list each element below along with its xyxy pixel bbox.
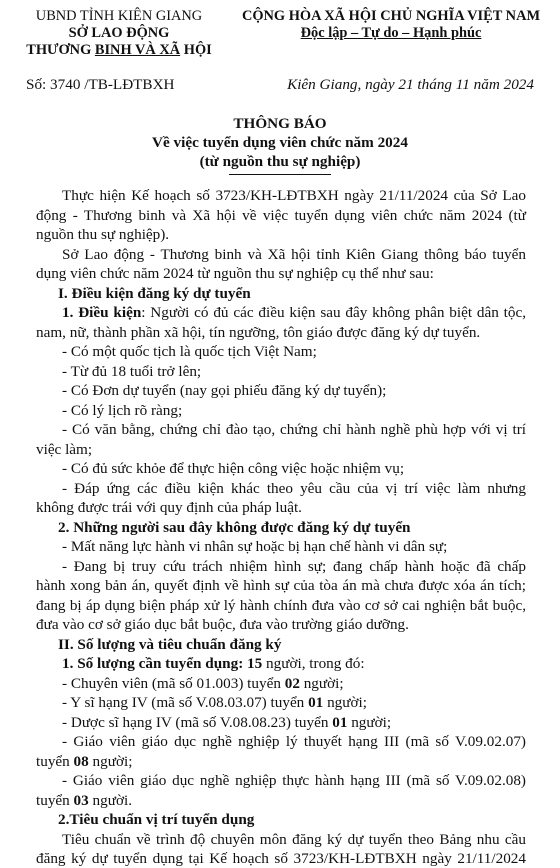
exclusion-item: - Đang bị truy cứu trách nhiệm hình sự; đang chấp hành hoặc đã chấp xyxy=(62,558,526,575)
title-rule xyxy=(229,174,331,175)
condition-item: - Có văn bằng, chứng chỉ đào tạo, chứng chỉ hành nghề phù hợp với vị trí xyxy=(62,421,526,438)
position-item: tuyển 08 người; xyxy=(36,753,133,770)
condition-item: - Có đủ sức khỏe để thực hiện công việc hoặc nhiệm vụ; xyxy=(62,460,405,477)
position-item: tuyển 03 người. xyxy=(36,792,132,809)
condition-item: - Có lý lịch rõ ràng; xyxy=(62,402,183,419)
position-item: - Giáo viên giáo dục nghề nghiệp thực hành hạng III (mã số V.09.02.08) xyxy=(62,772,526,789)
subsection-heading: 2. Những người sau đây không được đăng ký dự tuyển xyxy=(58,519,411,536)
agency-parent: UBND TỈNH KIÊN GIANG xyxy=(35,8,203,24)
position-item: - Y sĩ hạng IV (mã số V.08.03.07) tuyển 01 người; xyxy=(62,694,367,711)
intro-paragraph: Thực hiện Kế hoạch số 3723/KH-LĐTBXH ngày 21/11/2024 của Sở Lao xyxy=(62,187,526,204)
intro-paragraph: nguồn thu sự nghiệp). xyxy=(36,226,170,243)
document-number: Số: 3740 /TB-LĐTBXH xyxy=(26,76,175,93)
announce-paragraph: dụng viên chức năm 2024 từ nguồn thu sự nghiệp cụ thể như sau: xyxy=(36,265,434,282)
condition-item: - Có một quốc tịch là quốc tịch Việt Nam; xyxy=(62,343,317,360)
section-heading: I. Điều kiện đăng ký dự tuyển xyxy=(58,285,251,302)
agency-name-line-2: THƯƠNG BINH VÀ XÃ HỘI xyxy=(26,42,212,58)
notice-source: (từ nguồn thu sự nghiệp) xyxy=(199,153,361,170)
exclusion-item: đang bị áp dụng biện pháp xử lý hành chính đưa vào cơ sở cai nghiện bắt buộc, xyxy=(36,597,526,614)
subsection-heading: 2.Tiêu chuẩn vị trí tuyển dụng xyxy=(58,811,255,828)
notice-title: THÔNG BÁO xyxy=(233,115,327,132)
standards-paragraph: đăng ký dự tuyển dụng tại Kế hoạch số 3723/KH-LĐTBXH ngày 21/11/2024 xyxy=(36,850,526,867)
conditions-intro: 1. Điều kiện: Người có đủ các điều kiện sau đây không phân biệt dân tộc, xyxy=(62,304,526,321)
conditions-intro: nam, nữ, thành phần xã hội, tín ngưỡng, tôn giáo được đăng ký dự tuyển. xyxy=(36,324,481,341)
standards-paragraph: Tiêu chuẩn về trình độ chuyên môn đăng ký dự tuyển theo Bảng nhu cầu xyxy=(62,831,526,848)
quantity-heading: 1. Số lượng cần tuyển dụng: 15 người, trong đó: xyxy=(62,655,365,672)
place-date: Kiên Giang, ngày 21 tháng 11 năm 2024 xyxy=(287,76,534,93)
notice-subject: Về việc tuyển dụng viên chức năm 2024 xyxy=(152,134,408,151)
exclusion-item: - Mất năng lực hành vi nhân sự hoặc bị hạn chế hành vi dân sự; xyxy=(62,538,448,555)
position-item: - Chuyên viên (mã số 01.003) tuyển 02 người; xyxy=(62,675,344,692)
exclusion-item: đưa vào cơ sở giáo dục bắt buộc, đưa vào trường giáo dưỡng. xyxy=(36,616,409,633)
condition-item: việc làm; xyxy=(36,441,93,458)
agency-name-line-1: SỞ LAO ĐỘNG xyxy=(68,25,170,41)
section-heading: II. Số lượng và tiêu chuẩn đăng ký xyxy=(58,636,282,653)
position-item: - Giáo viên giáo dục nghề nghiệp lý thuyết hạng III (mã số V.09.02.07) xyxy=(62,733,526,750)
condition-item: - Có Đơn dự tuyển (nay gọi phiếu đăng ký dự tuyển); xyxy=(62,382,387,399)
condition-item: - Đáp ứng các điều kiện khác theo yêu cầu của vị trí việc làm nhưng xyxy=(62,480,526,497)
condition-item: không được trái với quy định của pháp luật. xyxy=(36,499,302,516)
condition-item: - Từ đủ 18 tuổi trở lên; xyxy=(62,363,202,380)
intro-paragraph: động - Thương binh và Xã hội về việc tuyển dụng viên chức năm 2024 (từ xyxy=(36,207,526,224)
position-item: - Dược sĩ hạng IV (mã số V.08.08.23) tuyển 01 người; xyxy=(62,714,392,731)
republic-title: CỘNG HÒA XÃ HỘI CHỦ NGHĨA VIỆT NAM xyxy=(241,8,541,24)
exclusion-item: hành xong bản án, quyết định về hình sự của tòa án mà chưa được xóa án tích; xyxy=(36,577,526,594)
announce-paragraph: Sở Lao động - Thương binh và Xã hội tỉnh Kiên Giang thông báo tuyển xyxy=(62,246,526,263)
motto: Độc lập – Tự do – Hạnh phúc xyxy=(300,25,482,41)
